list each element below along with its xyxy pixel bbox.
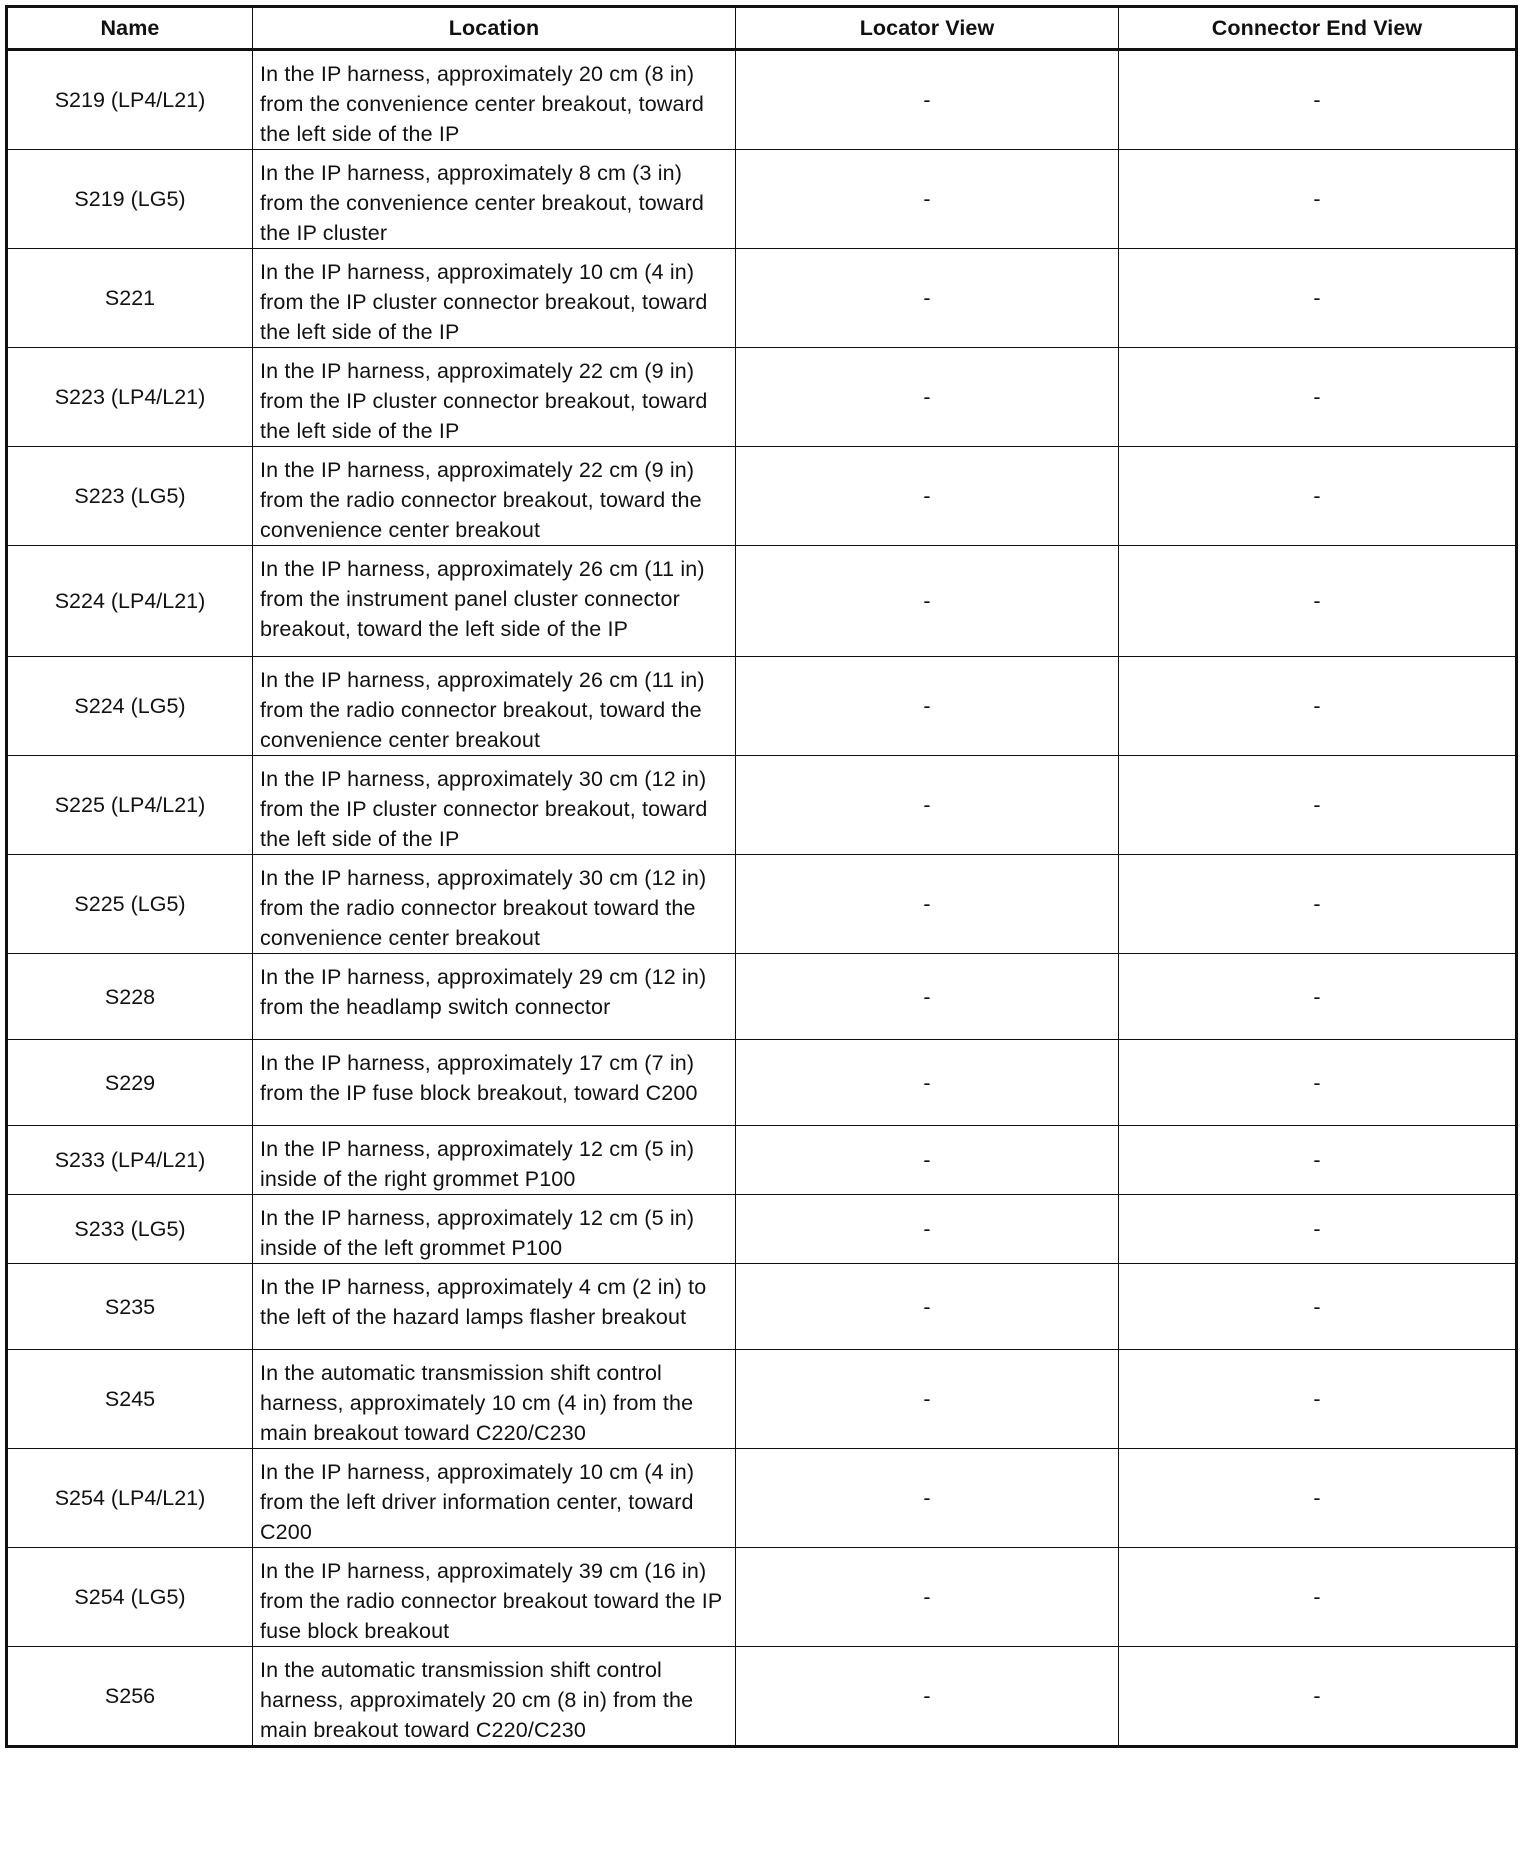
locator-view-cell: - [736,447,1119,546]
column-header-locator-view: Locator View [736,7,1119,50]
table-row [7,1449,1517,1548]
splice-location-cell: In the IP harness, approximately 26 cm (11 in) from the radio connector breakout, toward the convenience center breakout [253,657,736,756]
locator-view-cell: - [736,1350,1119,1449]
table-row [7,1350,1517,1449]
table-body [7,50,1517,1747]
connector-end-view-cell: - [1119,1350,1517,1449]
connector-end-view-cell: - [1119,546,1517,657]
table-row [7,1126,1517,1195]
connector-end-view-cell: - [1119,1548,1517,1647]
connector-end-view-cell: - [1119,249,1517,348]
connector-end-view-cell: - [1119,447,1517,546]
splice-name-cell: S223 (LG5) [7,447,253,546]
column-header-connector-end-view: Connector End View [1119,7,1517,50]
locator-view-cell: - [736,1126,1119,1195]
table-row [7,1548,1517,1647]
locator-view-cell: - [736,150,1119,249]
table-row [7,1647,1517,1747]
table-row [7,855,1517,954]
table-row [7,348,1517,447]
table-row [7,756,1517,855]
splice-name-cell: S233 (LG5) [7,1195,253,1264]
connector-end-view-cell: - [1119,756,1517,855]
table-row [7,1264,1517,1350]
table-row [7,249,1517,348]
table-row [7,1040,1517,1126]
connector-end-view-cell: - [1119,1040,1517,1126]
locator-view-cell: - [736,546,1119,657]
locator-view-cell: - [736,1449,1119,1548]
splice-location-cell: In the IP harness, approximately 8 cm (3 in) from the convenience center breakout, toward the IP cluster [253,150,736,249]
locator-view-cell: - [736,855,1119,954]
locator-view-cell: - [736,1647,1119,1747]
splice-location-cell: In the IP harness, approximately 30 cm (12 in) from the IP cluster connector breakout, toward the left side of the IP [253,756,736,855]
connector-end-view-cell: - [1119,855,1517,954]
table-row [7,50,1517,150]
splice-location-cell: In the IP harness, approximately 22 cm (9 in) from the IP cluster connector breakout, toward the left side of the IP [253,348,736,447]
splice-name-cell: S221 [7,249,253,348]
splice-location-cell: In the IP harness, approximately 12 cm (5 in) inside of the left grommet P100 [253,1195,736,1264]
splice-name-cell: S235 [7,1264,253,1350]
table-row [7,1195,1517,1264]
splice-name-cell: S254 (LG5) [7,1548,253,1647]
splice-name-cell: S229 [7,1040,253,1126]
splice-location-cell: In the IP harness, approximately 10 cm (4 in) from the IP cluster connector breakout, toward the left side of the IP [253,249,736,348]
splice-location-cell: In the IP harness, approximately 4 cm (2 in) to the left of the hazard lamps flasher breakout [253,1264,736,1350]
table-row [7,657,1517,756]
splice-location-cell: In the IP harness, approximately 17 cm (7 in) from the IP fuse block breakout, toward C200 [253,1040,736,1126]
splice-name-cell: S225 (LP4/L21) [7,756,253,855]
connector-end-view-cell: - [1119,1195,1517,1264]
splice-location-cell: In the IP harness, approximately 20 cm (8 in) from the convenience center breakout, toward the left side of the IP [253,50,736,150]
column-header-name: Name [7,7,253,50]
locator-view-cell: - [736,348,1119,447]
locator-view-cell: - [736,249,1119,348]
splice-location-cell: In the IP harness, approximately 26 cm (11 in) from the instrument panel cluster connector breakout, toward the left side of the IP [253,546,736,657]
splice-name-cell: S224 (LP4/L21) [7,546,253,657]
table-header-row [7,7,1517,50]
splice-name-cell: S256 [7,1647,253,1747]
connector-end-view-cell: - [1119,348,1517,447]
splice-name-cell: S219 (LG5) [7,150,253,249]
table-row [7,546,1517,657]
connector-end-view-cell: - [1119,657,1517,756]
locator-view-cell: - [736,1264,1119,1350]
splice-name-cell: S245 [7,1350,253,1449]
splice-location-cell: In the automatic transmission shift control harness, approximately 10 cm (4 in) from the main breakout toward C220/C230 [253,1350,736,1449]
connector-end-view-cell: - [1119,1449,1517,1548]
splice-location-cell: In the IP harness, approximately 39 cm (16 in) from the radio connector breakout toward the IP fuse block breakout [253,1548,736,1647]
locator-view-cell: - [736,1548,1119,1647]
splice-location-cell: In the automatic transmission shift control harness, approximately 20 cm (8 in) from the main breakout toward C220/C230 [253,1647,736,1747]
connector-end-view-cell: - [1119,150,1517,249]
locator-view-cell: - [736,1195,1119,1264]
splice-location-cell: In the IP harness, approximately 29 cm (12 in) from the headlamp switch connector [253,954,736,1040]
locator-view-cell: - [736,1040,1119,1126]
splice-name-cell: S254 (LP4/L21) [7,1449,253,1548]
splice-name-cell: S225 (LG5) [7,855,253,954]
splice-location-cell: In the IP harness, approximately 10 cm (4 in) from the left driver information center, toward C200 [253,1449,736,1548]
splice-name-cell: S228 [7,954,253,1040]
table-row [7,447,1517,546]
splice-name-cell: S223 (LP4/L21) [7,348,253,447]
connector-end-view-cell: - [1119,50,1517,150]
splice-name-cell: S233 (LP4/L21) [7,1126,253,1195]
table-row [7,150,1517,249]
locator-view-cell: - [736,657,1119,756]
splice-location-cell: In the IP harness, approximately 30 cm (12 in) from the radio connector breakout toward the convenience center breakout [253,855,736,954]
locator-view-cell: - [736,50,1119,150]
connector-end-view-cell: - [1119,1126,1517,1195]
connector-end-view-cell: - [1119,954,1517,1040]
splice-location-cell: In the IP harness, approximately 12 cm (5 in) inside of the right grommet P100 [253,1126,736,1195]
locator-view-cell: - [736,954,1119,1040]
table-row [7,954,1517,1040]
connector-end-view-cell: - [1119,1647,1517,1747]
splice-location-cell: In the IP harness, approximately 22 cm (9 in) from the radio connector breakout, toward the convenience center breakout [253,447,736,546]
column-header-location: Location [253,7,736,50]
splice-name-cell: S224 (LG5) [7,657,253,756]
splice-location-table [5,5,1518,1748]
splice-name-cell: S219 (LP4/L21) [7,50,253,150]
connector-end-view-cell: - [1119,1264,1517,1350]
locator-view-cell: - [736,756,1119,855]
